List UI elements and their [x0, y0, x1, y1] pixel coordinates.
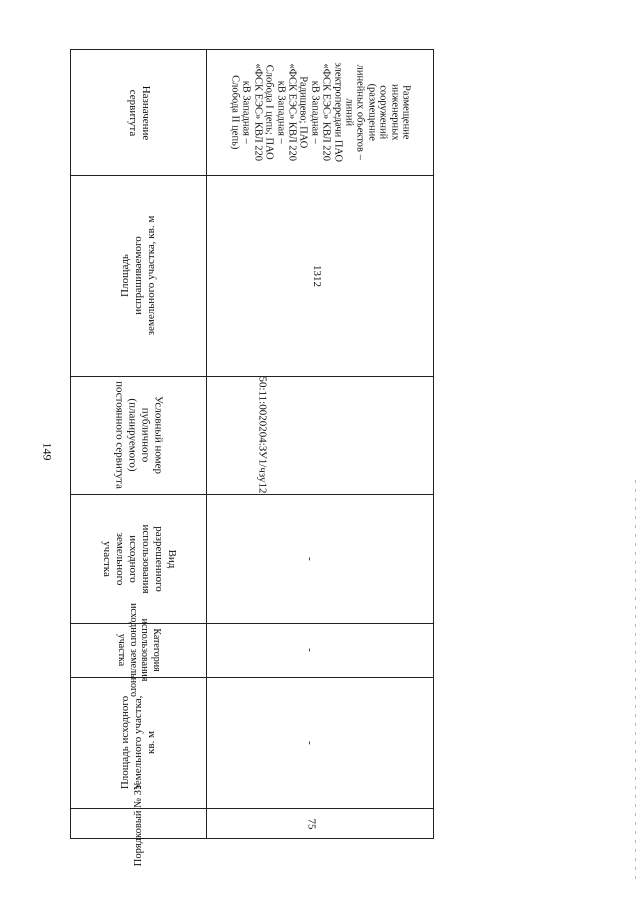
scan-edge-mark: [635, 480, 636, 880]
value-number: 75: [305, 818, 318, 830]
page-number: [38, 436, 56, 466]
header-purpose-cell: [71, 50, 206, 175]
header-area-servitude-cell: [71, 175, 206, 376]
value-category: -: [303, 648, 316, 652]
header-permitted-use: Вид разрешенного использования исходного земельного участка: [100, 523, 178, 594]
value-area-servitude-cell: [206, 175, 435, 376]
header-purpose: Назначение сервитута: [126, 85, 152, 140]
value-purpose: Размещение инженерных сооружений (размещение линейных объектов – линий электропередачи ПАО «ФСК ЕЭС» КВЛ 220 кВ Западная – Радищево; ПАО «ФСК ЕЭС» КВЛ 220 кВ Западная – Слобода I цепь; ПАО «ФСК ЕЭС» КВЛ 220 кВ Западная – Слобода II цепь): [229, 62, 412, 163]
header-number-cell: [71, 782, 206, 866]
header-category: Категория использования исходного земельного участка: [116, 603, 162, 697]
value-servitude-id: 50:11:0020204:ЗУ1/чзу12: [256, 376, 269, 494]
value-purpose-cell: [206, 50, 435, 175]
servitude-table: [70, 49, 434, 866]
header-area-source: Площадь исходного земельного участка, кв. м: [119, 695, 157, 790]
value-area-source: -: [303, 740, 316, 745]
value-permitted-use: -: [303, 556, 316, 561]
value-number-cell: [206, 808, 435, 840]
value-permitted-use-cell: [206, 494, 435, 623]
page-number-text: 149: [40, 442, 55, 460]
header-servitude-id: Условный номер публичного (планируемого) постоянного сервитута: [113, 381, 165, 489]
header-servitude-id-cell: [71, 376, 206, 494]
value-area-source-cell: [206, 677, 435, 808]
header-category-cell: [71, 603, 206, 697]
value-area-servitude: 1312: [311, 264, 323, 287]
value-servitude-id-cell: [206, 376, 435, 494]
header-area-servitude: Площадь испрашиваемого земельного участка, кв. м: [119, 215, 157, 336]
header-number: Порядковый № ЗУ: [133, 782, 144, 866]
value-category-cell: [206, 623, 435, 677]
